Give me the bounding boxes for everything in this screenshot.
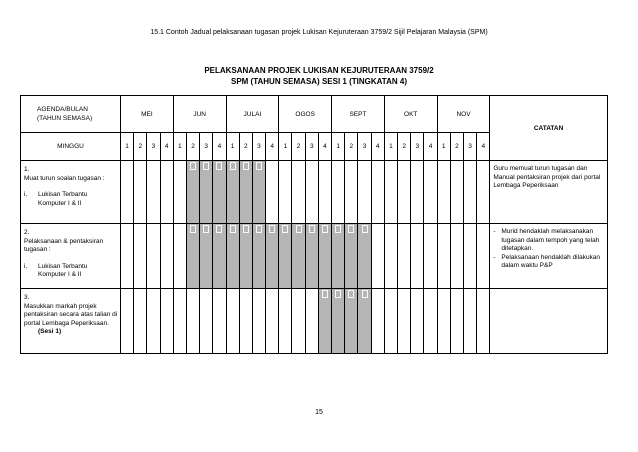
shaded-week-cell	[345, 289, 358, 354]
week-cell	[371, 161, 384, 224]
title-line-1: PELAKSANAAN PROJEK LUKISAN KEJURUTERAAN 3759/2	[204, 66, 434, 75]
week-number: 4	[213, 133, 226, 161]
subtask-number: i.	[24, 262, 28, 270]
note-item	[493, 228, 603, 254]
placeholder-glyph-icon	[230, 225, 236, 233]
session-label: (Sesi 1)	[38, 328, 62, 335]
week-cell	[398, 289, 411, 354]
week-number: 2	[134, 133, 147, 161]
week-number: 2	[186, 133, 199, 161]
week-cell	[173, 161, 186, 224]
shaded-week-cell	[318, 289, 331, 354]
shaded-week-cell	[239, 224, 252, 289]
week-cell	[134, 161, 147, 224]
placeholder-glyph-icon	[203, 225, 209, 233]
week-cell	[266, 161, 279, 224]
week-cell	[292, 289, 305, 354]
shaded-week-cell	[200, 161, 213, 224]
shaded-week-cell	[239, 161, 252, 224]
week-cell	[200, 289, 213, 354]
shaded-week-cell	[266, 224, 279, 289]
week-cell	[226, 289, 239, 354]
placeholder-glyph-icon	[243, 225, 249, 233]
week-number: 3	[147, 133, 160, 161]
month-header-julai: JULAI	[226, 96, 279, 133]
month-header-nov: NOV	[437, 96, 490, 133]
task-row	[21, 289, 608, 354]
week-number: 1	[384, 133, 397, 161]
task-number: 3.	[24, 294, 30, 301]
placeholder-glyph-icon	[190, 162, 196, 170]
placeholder-glyph-icon	[362, 225, 368, 233]
week-number: 4	[424, 133, 437, 161]
placeholder-glyph-icon	[348, 225, 354, 233]
placeholder-glyph-icon	[322, 290, 328, 298]
task-description	[21, 161, 121, 224]
week-cell	[384, 224, 397, 289]
week-cell	[160, 224, 173, 289]
shaded-week-cell	[332, 224, 345, 289]
week-number: 1	[279, 133, 292, 161]
week-cell	[266, 289, 279, 354]
catatan-cell	[490, 161, 607, 224]
shaded-week-cell	[305, 224, 318, 289]
header-month-row	[21, 96, 608, 133]
placeholder-glyph-icon	[203, 162, 209, 170]
subtask-number: i.	[24, 191, 28, 198]
placeholder-glyph-icon	[190, 225, 196, 233]
week-number: 1	[437, 133, 450, 161]
placeholder-glyph-icon	[230, 162, 236, 170]
title-line-2: SPM (TAHUN SEMASA) SESI 1 (TINGKATAN 4)	[230, 77, 407, 86]
minggu-header: MINGGU	[21, 133, 121, 161]
placeholder-glyph-icon	[296, 225, 302, 233]
week-number: 3	[358, 133, 371, 161]
week-cell	[121, 224, 134, 289]
week-number: 2	[239, 133, 252, 161]
week-cell	[305, 161, 318, 224]
placeholder-glyph-icon	[309, 225, 315, 233]
page-number: 15	[315, 409, 323, 416]
shaded-week-cell	[200, 224, 213, 289]
week-cell	[173, 224, 186, 289]
week-cell	[411, 289, 424, 354]
figure-caption: 15.1 Contoh Jadual pelaksanaan tugasan projek Lukisan Kejuruteraan 3759/2 Sijil Pelajaran Malaysia (SPM)	[150, 29, 488, 36]
task-text: Pelaksanaan & pentaksiran tugasan :	[24, 237, 104, 253]
week-cell	[437, 224, 450, 289]
week-cell	[358, 161, 371, 224]
week-cell	[424, 224, 437, 289]
note-text: Pelaksanaan hendaklah dilakukan dalam waktu P&P	[501, 253, 601, 269]
week-cell	[384, 289, 397, 354]
week-cell	[160, 161, 173, 224]
agenda-label: AGENDA/BULAN	[37, 106, 88, 113]
subtask-text: Lukisan Terbantu Komputer I & II	[38, 191, 88, 207]
week-cell	[463, 224, 476, 289]
placeholder-glyph-icon	[216, 225, 222, 233]
week-cell	[279, 289, 292, 354]
week-number: 3	[463, 133, 476, 161]
month-header-ogos: OGOS	[279, 96, 332, 133]
placeholder-glyph-icon	[243, 162, 249, 170]
week-cell	[411, 224, 424, 289]
placeholder-glyph-icon	[216, 162, 222, 170]
week-number: 4	[266, 133, 279, 161]
week-cell	[371, 224, 384, 289]
bullet-glyph: -	[493, 228, 496, 235]
month-header-okt: OKT	[384, 96, 437, 133]
week-number: 3	[200, 133, 213, 161]
week-cell	[147, 289, 160, 354]
agenda-header	[21, 96, 121, 133]
task-number: 1.	[24, 166, 30, 173]
placeholder-glyph-icon	[335, 225, 341, 233]
task-description	[21, 224, 121, 289]
note-text: Murid hendaklah melaksanakan tugasan dalam tempoh yang telah ditetapkan.	[501, 228, 600, 252]
shaded-week-cell	[213, 224, 226, 289]
shaded-week-cell	[252, 224, 265, 289]
week-number: 4	[371, 133, 384, 161]
placeholder-glyph-icon	[348, 290, 354, 298]
shaded-week-cell	[213, 161, 226, 224]
week-number: 3	[252, 133, 265, 161]
week-cell	[477, 161, 490, 224]
week-number: 2	[450, 133, 463, 161]
note-item	[493, 254, 603, 271]
week-cell	[332, 161, 345, 224]
week-cell	[134, 289, 147, 354]
week-cell	[450, 224, 463, 289]
week-cell	[147, 224, 160, 289]
week-cell	[398, 224, 411, 289]
shaded-week-cell	[345, 224, 358, 289]
catatan-header: CATATAN	[490, 96, 607, 161]
week-cell	[121, 161, 134, 224]
week-cell	[173, 289, 186, 354]
week-cell	[450, 289, 463, 354]
week-cell	[318, 161, 331, 224]
shaded-week-cell	[252, 161, 265, 224]
week-number: 3	[305, 133, 318, 161]
week-cell	[477, 224, 490, 289]
week-cell	[213, 289, 226, 354]
month-header-jun: JUN	[173, 96, 226, 133]
week-number: 1	[121, 133, 134, 161]
week-number: 2	[292, 133, 305, 161]
shaded-week-cell	[226, 161, 239, 224]
week-cell	[160, 289, 173, 354]
shaded-week-cell	[358, 289, 371, 354]
month-header-mei: MEI	[121, 96, 174, 133]
shaded-week-cell	[279, 224, 292, 289]
week-cell	[252, 289, 265, 354]
week-cell	[305, 289, 318, 354]
task-text: Muat turun soalan tugasan :	[24, 174, 105, 182]
week-cell	[292, 161, 305, 224]
shaded-week-cell	[358, 224, 371, 289]
shaded-week-cell	[186, 224, 199, 289]
week-cell	[398, 161, 411, 224]
week-cell	[186, 289, 199, 354]
shaded-week-cell	[332, 289, 345, 354]
week-number: 2	[398, 133, 411, 161]
week-cell	[463, 161, 476, 224]
schedule-table	[20, 95, 608, 354]
agenda-year-label: (TAHUN SEMASA)	[37, 115, 93, 122]
placeholder-glyph-icon	[256, 162, 262, 170]
placeholder-glyph-icon	[362, 290, 368, 298]
week-cell	[424, 289, 437, 354]
week-cell	[147, 161, 160, 224]
week-cell	[239, 289, 252, 354]
week-cell	[450, 161, 463, 224]
week-cell	[121, 289, 134, 354]
placeholder-glyph-icon	[335, 290, 341, 298]
week-cell	[477, 289, 490, 354]
shaded-week-cell	[186, 161, 199, 224]
week-cell	[437, 289, 450, 354]
week-cell	[384, 161, 397, 224]
placeholder-glyph-icon	[269, 225, 275, 233]
week-number: 4	[160, 133, 173, 161]
week-cell	[437, 161, 450, 224]
week-number: 1	[173, 133, 186, 161]
week-cell	[411, 161, 424, 224]
catatan-cell	[490, 224, 607, 289]
week-number: 4	[477, 133, 490, 161]
placeholder-glyph-icon	[282, 225, 288, 233]
shaded-week-cell	[226, 224, 239, 289]
task-description	[21, 289, 121, 354]
week-number: 3	[411, 133, 424, 161]
note-text: Guru memuat turun tugasan dan Manual pentaksiran projek dari portal Lembaga Peperiksaan	[493, 165, 601, 189]
bullet-glyph: -	[493, 253, 496, 261]
subtask-text: Lukisan Terbantu Komputer I & II	[38, 262, 88, 278]
week-number: 1	[332, 133, 345, 161]
month-header-sept: SEPT	[332, 96, 385, 133]
task-text: Masukkan markah projek pentaksiran secara atas talian di portal Lembaga Peperiksaan.	[24, 302, 118, 327]
week-cell	[279, 161, 292, 224]
task-number: 2.	[24, 229, 30, 236]
week-cell	[424, 161, 437, 224]
catatan-cell	[490, 289, 607, 354]
placeholder-glyph-icon	[256, 225, 262, 233]
week-cell	[463, 289, 476, 354]
shaded-week-cell	[318, 224, 331, 289]
task-row	[21, 161, 608, 224]
document-title	[0, 65, 638, 87]
week-cell	[345, 161, 358, 224]
task-row	[21, 224, 608, 289]
week-cell	[371, 289, 384, 354]
week-number: 2	[345, 133, 358, 161]
shaded-week-cell	[292, 224, 305, 289]
week-number: 4	[318, 133, 331, 161]
week-cell	[134, 224, 147, 289]
placeholder-glyph-icon	[322, 225, 328, 233]
week-number: 1	[226, 133, 239, 161]
